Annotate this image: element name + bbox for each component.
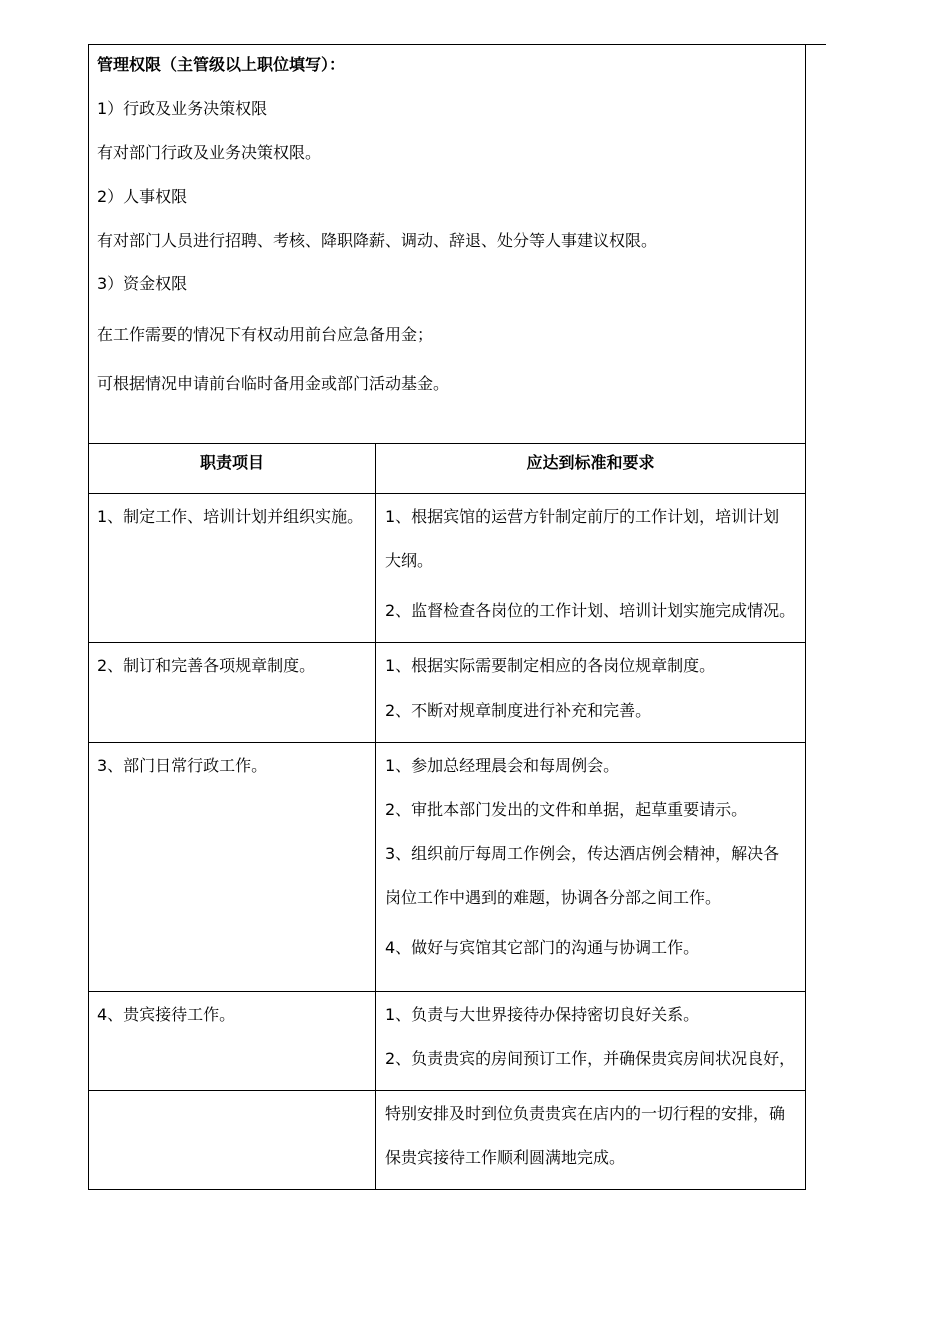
standard-line: 2、监督检查各岗位的工作计划、培训计划实施完成情况。 — [385, 601, 796, 620]
standard-line: 特别安排及时到位负责贵宾在店内的一切行程的安排，确 — [385, 1104, 786, 1123]
table-top-border — [89, 443, 805, 444]
row-divider — [89, 742, 805, 743]
top-edge-line — [806, 44, 826, 45]
duty-item: 2、制订和完善各项规章制度。 — [97, 656, 316, 675]
standard-line: 2、不断对规章制度进行补充和完善。 — [385, 701, 652, 720]
authority-line: 1）行政及业务决策权限 — [97, 99, 268, 118]
duty-item: 4、贵宾接待工作。 — [97, 1005, 236, 1024]
standard-line: 保贵宾接待工作顺利圆满地完成。 — [385, 1148, 626, 1167]
row-divider — [89, 642, 805, 643]
authority-line: 2）人事权限 — [97, 187, 188, 206]
header-standards: 应达到标准和要求 — [526, 453, 655, 472]
authority-line: 在工作需要的情况下有权动用前台应急备用金； — [97, 325, 434, 344]
authority-line: 有对部门人员进行招聘、考核、降职降薪、调动、辞退、处分等人事建议权限。 — [97, 231, 658, 250]
standard-line: 1、参加总经理晨会和每周例会。 — [385, 756, 620, 775]
standard-line: 1、根据实际需要制定相应的各岗位规章制度。 — [385, 656, 716, 675]
standard-line: 大纲。 — [385, 551, 434, 570]
column-divider — [375, 443, 376, 1189]
job-description-sheet — [88, 44, 806, 1190]
standard-line: 1、负责与大世界接待办保持密切良好关系。 — [385, 1005, 700, 1024]
authority-line: 可根据情况申请前台临时备用金或部门活动基金。 — [97, 374, 450, 393]
row-divider — [89, 991, 805, 992]
duty-item: 1、制定工作、培训计划并组织实施。 — [97, 507, 364, 526]
authority-line: 3）资金权限 — [97, 274, 188, 293]
standard-line: 2、审批本部门发出的文件和单据，起草重要请示。 — [385, 800, 748, 819]
row-divider — [89, 1090, 805, 1091]
authority-title: 管理权限（主管级以上职位填写）： — [97, 55, 346, 74]
standard-line: 4、做好与宾馆其它部门的沟通与协调工作。 — [385, 938, 700, 957]
standard-line: 1、根据宾馆的运营方针制定前厅的工作计划，培训计划 — [385, 507, 780, 526]
standard-line: 岗位工作中遇到的难题，协调各分部之间工作。 — [385, 888, 722, 907]
header-bottom-border — [89, 493, 805, 494]
authority-line: 有对部门行政及业务决策权限。 — [97, 143, 322, 162]
standard-line: 2、负责贵宾的房间预订工作，并确保贵宾房间状况良好， — [385, 1049, 796, 1068]
duty-item: 3、部门日常行政工作。 — [97, 756, 268, 775]
standard-line: 3、组织前厅每周工作例会，传达酒店例会精神，解决各 — [385, 844, 780, 863]
header-duty-item: 职责项目 — [199, 453, 264, 472]
